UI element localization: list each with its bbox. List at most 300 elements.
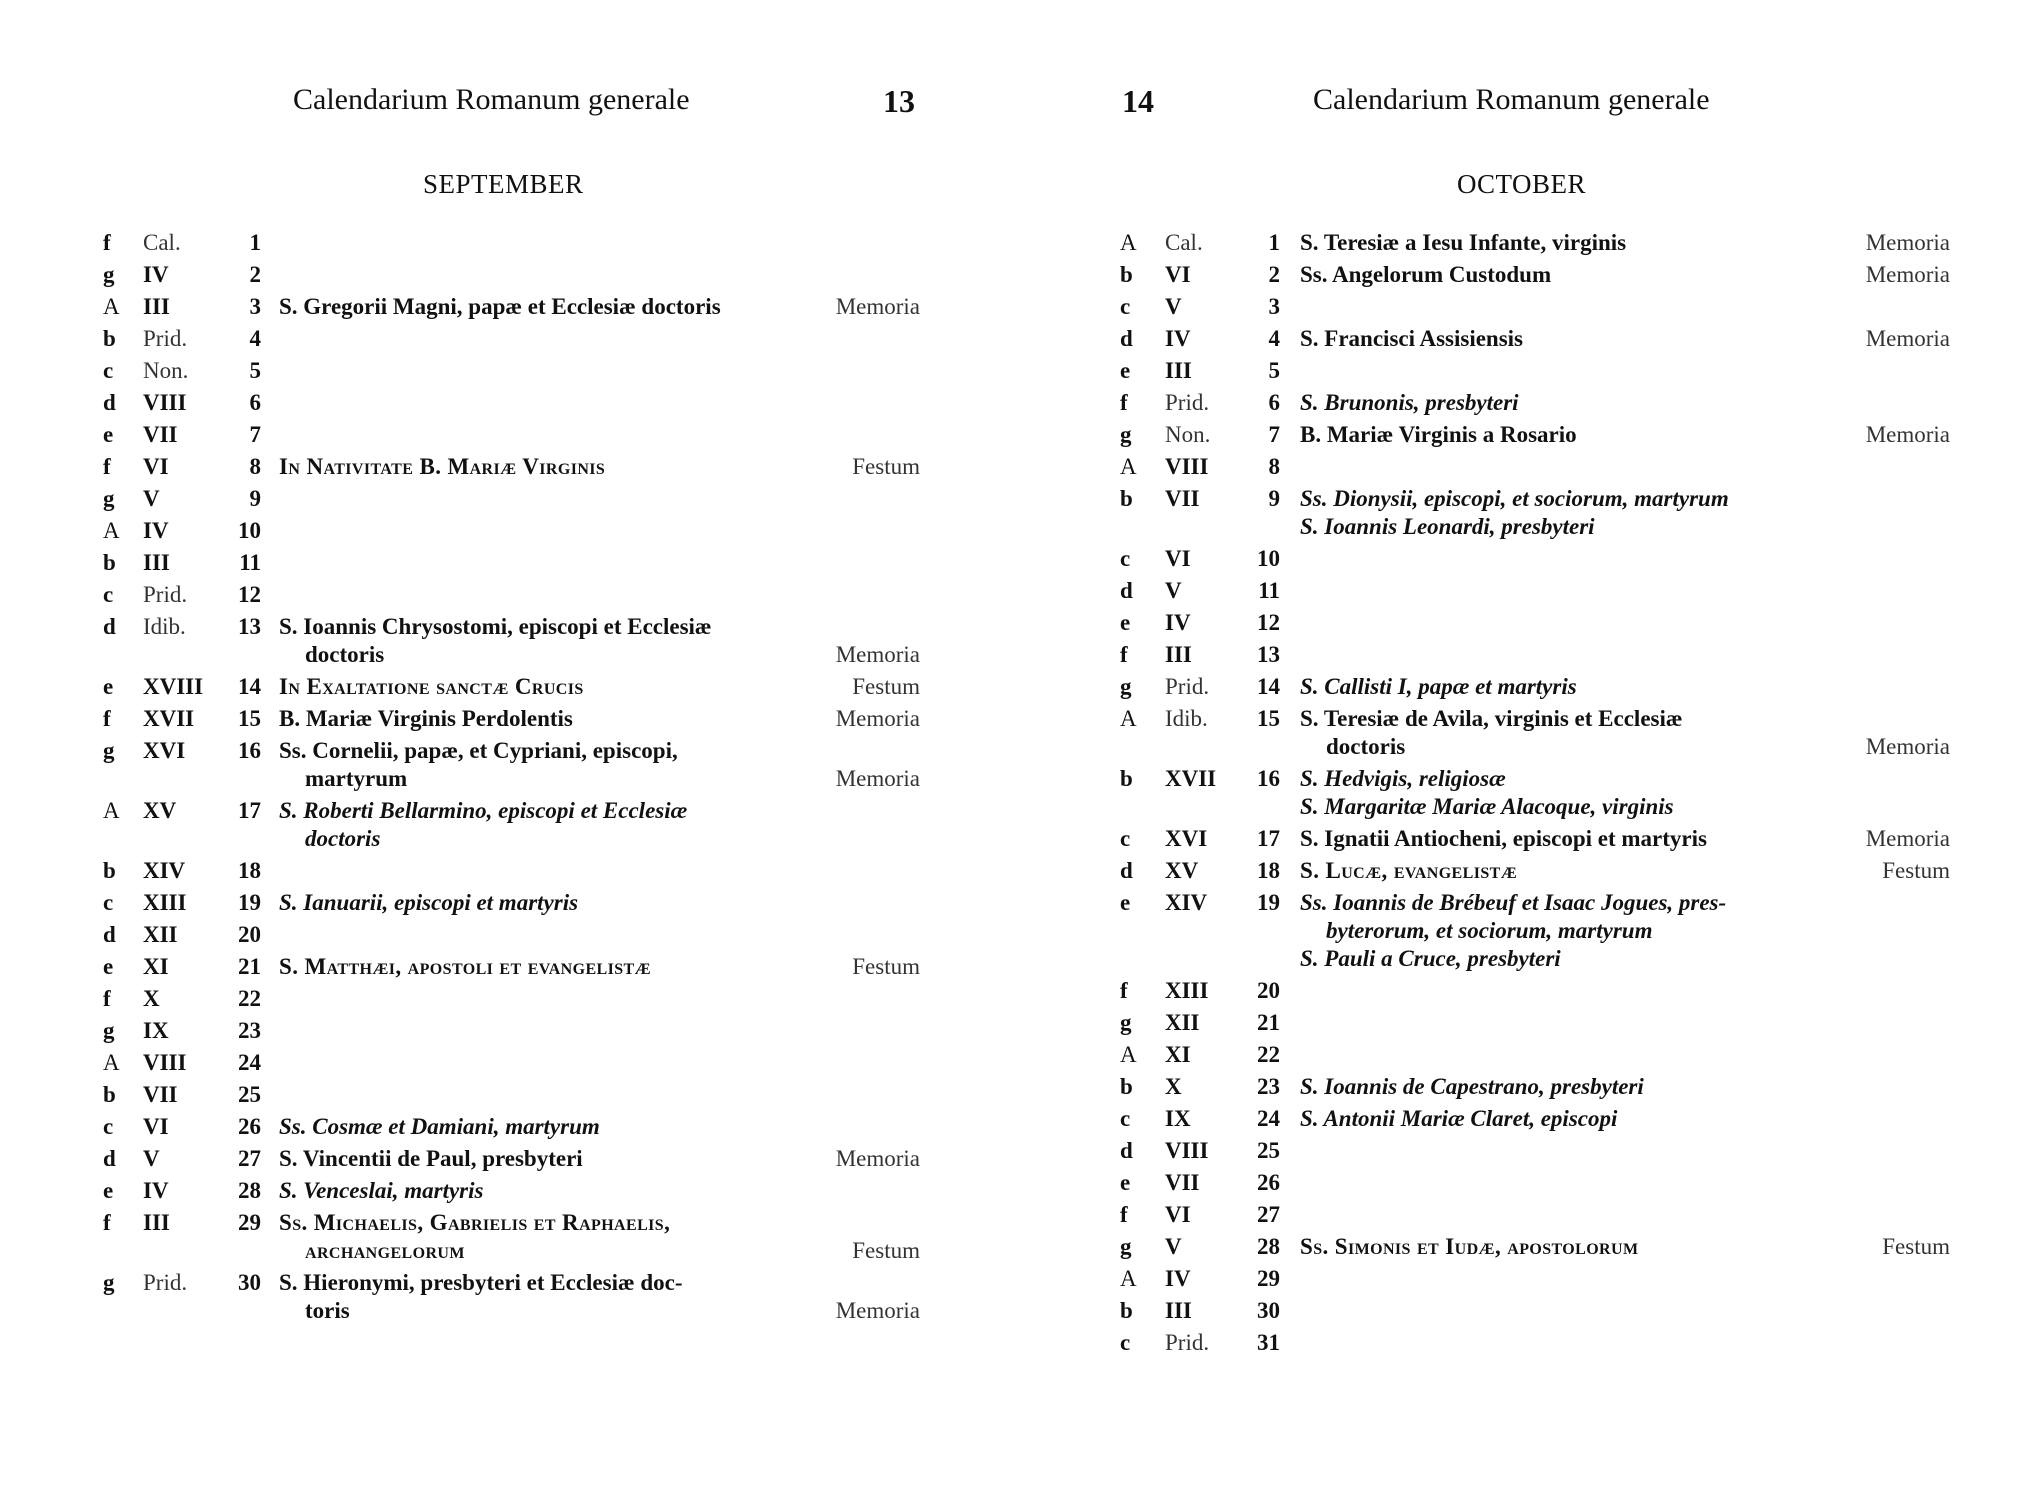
rank-label: Memoria: [835, 642, 920, 667]
rank-label: Memoria: [1865, 262, 1950, 287]
celebration-line: byterorum, et sociorum, martyrum: [1326, 918, 1653, 943]
day-number: 21: [238, 954, 261, 979]
day-number: 29: [238, 1210, 261, 1235]
celebration-line: Ss. Michaelis, Gabrielis et Raphaelis,: [279, 1210, 671, 1235]
calendar-row: [103, 421, 920, 449]
day-number: 30: [1257, 1298, 1280, 1323]
dominical-letter: g: [1120, 1234, 1132, 1259]
calendar-row: [1120, 1105, 1950, 1133]
dominical-letter: d: [103, 390, 116, 415]
dominical-letter: g: [103, 262, 115, 287]
dominical-letter: e: [1120, 1170, 1131, 1195]
celebration: [1300, 673, 1950, 701]
dominical-letter: c: [103, 582, 114, 607]
day-number: 18: [1257, 858, 1280, 883]
calendar-row: [103, 705, 920, 733]
celebration: [1300, 1105, 1950, 1133]
celebration: [279, 953, 920, 981]
celebration: [279, 1145, 920, 1173]
calendar-row: [1120, 545, 1950, 573]
dominical-letter: c: [1120, 1106, 1131, 1131]
celebration: [1300, 1137, 1950, 1165]
roman-date: Prid.: [1165, 390, 1210, 415]
roman-date: VIII: [1165, 1138, 1209, 1163]
dominical-letter: d: [103, 922, 116, 947]
celebration-line: doctoris: [305, 826, 381, 851]
roman-date: VI: [143, 454, 169, 479]
dominical-letter: d: [1120, 326, 1133, 351]
celebration: [1300, 229, 1950, 257]
celebration-line: S. Ianuarii, episcopi et martyris: [279, 890, 579, 915]
calendar-row: [103, 985, 920, 1013]
celebration: [1300, 1329, 1950, 1357]
celebration: [1300, 1233, 1950, 1261]
celebration: [279, 293, 920, 321]
day-number: 26: [1257, 1170, 1280, 1195]
celebration-line: archangelorum: [305, 1238, 465, 1263]
roman-date: IV: [143, 1178, 169, 1203]
celebration-line: S. Hedvigis, religiosæ: [1300, 766, 1506, 791]
celebration: [279, 389, 920, 417]
roman-date: IV: [1165, 1266, 1191, 1291]
roman-date: XV: [143, 798, 177, 823]
celebration: [1300, 545, 1950, 573]
day-number: 21: [1257, 1010, 1280, 1035]
dominical-letter: A: [103, 1050, 120, 1075]
running-title: Calendarium Romanum generale: [1313, 83, 1710, 116]
calendar-row: [1120, 1041, 1950, 1069]
celebration-line: Ss. Cosmæ et Damiani, martyrum: [279, 1114, 600, 1139]
roman-date: XVII: [143, 706, 195, 731]
roman-date: XVI: [143, 738, 186, 763]
calendar-row: [103, 1177, 920, 1205]
dominical-letter: c: [1120, 546, 1131, 571]
roman-date: XII: [1165, 1010, 1200, 1035]
celebration: [279, 453, 920, 481]
calendar-row: [103, 549, 920, 577]
day-number: 20: [238, 922, 261, 947]
dominical-letter: c: [1120, 294, 1131, 319]
roman-date: VIII: [1165, 454, 1209, 479]
calendar-row: [1120, 1169, 1950, 1197]
celebration: [279, 325, 920, 353]
celebration-line: S. Vincentii de Paul, presbyteri: [279, 1146, 583, 1171]
day-number: 28: [1257, 1234, 1280, 1259]
celebration: [279, 857, 920, 885]
roman-date: III: [143, 294, 170, 319]
calendar-row: [1120, 1265, 1950, 1293]
calendar-row: [1120, 765, 1950, 821]
dominical-letter: c: [103, 890, 114, 915]
dominical-letter: g: [103, 486, 115, 511]
celebration: [279, 613, 920, 669]
rank-label: Festum: [852, 1238, 920, 1263]
celebration: [1300, 1073, 1950, 1101]
roman-date: X: [143, 986, 160, 1011]
day-number: 3: [249, 294, 261, 319]
rank-label: Memoria: [835, 1298, 920, 1323]
day-number: 17: [238, 798, 261, 823]
calendar-row: [103, 673, 920, 701]
roman-date: XV: [1165, 858, 1199, 883]
dominical-letter: f: [1120, 1202, 1128, 1227]
calendar-row: [103, 517, 920, 545]
roman-date: III: [143, 550, 170, 575]
celebration: [279, 673, 920, 701]
dominical-letter: b: [103, 550, 116, 575]
roman-date: Prid.: [143, 582, 188, 607]
celebration-line: S. Margaritæ Mariæ Alacoque, virginis: [1300, 794, 1674, 819]
rank-label: Memoria: [835, 706, 920, 731]
celebration: [279, 517, 920, 545]
calendar-row: [1120, 261, 1950, 289]
day-number: 12: [1257, 610, 1280, 635]
day-number: 5: [1268, 358, 1280, 383]
roman-date: IX: [143, 1018, 169, 1043]
dominical-letter: g: [1120, 1010, 1132, 1035]
celebration-line: toris: [305, 1298, 350, 1323]
dominical-letter: f: [103, 1210, 111, 1235]
day-number: 23: [238, 1018, 261, 1043]
day-number: 3: [1268, 294, 1280, 319]
celebration: [1300, 261, 1950, 289]
roman-date: XVIII: [143, 674, 204, 699]
roman-date: XVII: [1165, 766, 1217, 791]
celebration: [279, 1049, 920, 1077]
day-number: 10: [1257, 546, 1280, 571]
day-number: 16: [1257, 766, 1280, 791]
celebration-line: Ss. Dionysii, episcopi, et sociorum, martyrum: [1300, 486, 1729, 511]
day-number: 11: [239, 550, 261, 575]
calendar-row: [1120, 293, 1950, 321]
celebration-line: Ss. Simonis et Iudæ, apostolorum: [1300, 1234, 1639, 1259]
roman-date: IV: [1165, 610, 1191, 635]
calendar-row: [1120, 1137, 1950, 1165]
roman-date: Non.: [1165, 422, 1211, 447]
dominical-letter: e: [103, 1178, 114, 1203]
dominical-letter: b: [103, 858, 116, 883]
celebration: [279, 1177, 920, 1205]
calendar-row: [1120, 609, 1950, 637]
roman-date: XI: [1165, 1042, 1191, 1067]
roman-date: XVI: [1165, 826, 1208, 851]
calendar-row: [1120, 1329, 1950, 1357]
dominical-letter: A: [1120, 230, 1137, 255]
celebration: [279, 421, 920, 449]
day-number: 19: [1257, 890, 1280, 915]
dominical-letter: e: [1120, 358, 1131, 383]
calendar-row: [103, 485, 920, 513]
celebration: [1300, 857, 1950, 885]
roman-date: V: [143, 1146, 160, 1171]
roman-date: V: [1165, 578, 1182, 603]
day-number: 8: [1268, 454, 1280, 479]
roman-date: VI: [1165, 546, 1191, 571]
month-title: SEPTEMBER: [423, 169, 584, 199]
celebration-line: In Exaltatione sanctæ Crucis: [279, 674, 584, 699]
day-number: 22: [1257, 1042, 1280, 1067]
roman-date: VI: [143, 1114, 169, 1139]
dominical-letter: b: [1120, 262, 1133, 287]
celebration: [279, 549, 920, 577]
calendar-row: [1120, 1297, 1950, 1325]
day-number: 31: [1257, 1330, 1280, 1355]
day-number: 14: [238, 674, 261, 699]
celebration: [1300, 889, 1950, 973]
roman-date: V: [1165, 1234, 1182, 1259]
roman-date: Cal.: [1165, 230, 1203, 255]
rank-label: Memoria: [1865, 422, 1950, 447]
day-number: 30: [238, 1270, 261, 1295]
celebration-line: S. Antonii Mariæ Claret, episcopi: [1300, 1106, 1618, 1131]
rank-label: Festum: [852, 674, 920, 699]
roman-date: III: [143, 1210, 170, 1235]
celebration: [1300, 765, 1950, 821]
calendar-row: [1120, 389, 1950, 417]
day-number: 24: [238, 1050, 261, 1075]
dominical-letter: f: [1120, 642, 1128, 667]
celebration: [279, 485, 920, 513]
day-number: 6: [1268, 390, 1280, 415]
celebration-line: martyrum: [305, 766, 408, 791]
calendar-row: [103, 453, 920, 481]
roman-date: XIII: [143, 890, 187, 915]
roman-date: VII: [143, 1082, 178, 1107]
roman-date: III: [1165, 358, 1192, 383]
calendar-row: [1120, 453, 1950, 481]
dominical-letter: c: [103, 1114, 114, 1139]
dominical-letter: A: [1120, 706, 1137, 731]
calendar-row: [103, 581, 920, 609]
calendar-row: [103, 1017, 920, 1045]
calendar-row: [103, 229, 920, 257]
roman-date: V: [143, 486, 160, 511]
dominical-letter: A: [1120, 1266, 1137, 1291]
calendar-row: [1120, 889, 1950, 973]
dominical-letter: d: [103, 1146, 116, 1171]
day-number: 4: [249, 326, 261, 351]
dominical-letter: e: [1120, 610, 1131, 635]
calendar-row: [1120, 825, 1950, 853]
celebration-line: doctoris: [305, 642, 385, 667]
roman-date: Idib.: [143, 614, 186, 639]
day-number: 24: [1257, 1106, 1280, 1131]
calendar-row: [1120, 325, 1950, 353]
calendar-row: [103, 921, 920, 949]
day-number: 9: [1268, 486, 1280, 511]
calendar-row: [103, 1209, 920, 1265]
roman-date: Prid.: [1165, 1330, 1210, 1355]
dominical-letter: e: [103, 674, 114, 699]
rank-label: Memoria: [1865, 326, 1950, 351]
celebration-line: B. Mariæ Virginis Perdolentis: [279, 706, 573, 731]
dominical-letter: c: [103, 358, 114, 383]
month-title: OCTOBER: [1457, 169, 1587, 199]
calendar-row: [103, 261, 920, 289]
day-number: 9: [249, 486, 261, 511]
roman-date: Prid.: [143, 326, 188, 351]
dominical-letter: b: [1120, 486, 1133, 511]
celebration: [1300, 641, 1950, 669]
celebration: [1300, 453, 1950, 481]
celebration: [1300, 977, 1950, 1005]
celebration: [279, 229, 920, 257]
celebration-line: Ss. Angelorum Custodum: [1300, 262, 1552, 287]
celebration-line: S. Venceslai, martyris: [279, 1178, 484, 1203]
calendar-row: [103, 1081, 920, 1109]
celebration: [1300, 1041, 1950, 1069]
dominical-letter: A: [103, 518, 120, 543]
roman-date: VI: [1165, 262, 1191, 287]
dominical-letter: f: [103, 986, 111, 1011]
roman-date: III: [1165, 642, 1192, 667]
rank-label: Memoria: [835, 1146, 920, 1171]
roman-date: X: [1165, 1074, 1182, 1099]
celebration-line: Ss. Ioannis de Brébeuf et Isaac Jogues, pres-: [1300, 890, 1727, 915]
day-number: 4: [1268, 326, 1280, 351]
dominical-letter: b: [103, 1082, 116, 1107]
calendar-row: [1120, 1009, 1950, 1037]
calendar-row: [1120, 641, 1950, 669]
celebration: [1300, 421, 1950, 449]
celebration: [1300, 389, 1950, 417]
calendar-row: [103, 293, 920, 321]
calendar-row: [1120, 357, 1950, 385]
dominical-letter: d: [1120, 858, 1133, 883]
calendar-row: [1120, 229, 1950, 257]
calendar-row: [103, 889, 920, 917]
celebration: [279, 705, 920, 733]
rank-label: Memoria: [1865, 230, 1950, 255]
day-number: 2: [249, 262, 261, 287]
celebration-line: S. Ioannis de Capestrano, presbyteri: [1300, 1074, 1644, 1099]
celebration-line: S. Ignatii Antiocheni, episcopi et martyris: [1300, 826, 1707, 851]
roman-date: VIII: [143, 1050, 187, 1075]
dominical-letter: A: [103, 798, 120, 823]
calendar-row: [1120, 421, 1950, 449]
celebration: [279, 1017, 920, 1045]
roman-date: XIV: [1165, 890, 1208, 915]
celebration: [1300, 1297, 1950, 1325]
celebration: [1300, 825, 1950, 853]
calendar-row: [103, 1269, 920, 1325]
roman-date: VI: [1165, 1202, 1191, 1227]
day-number: 13: [238, 614, 261, 639]
celebration: [279, 1113, 920, 1141]
day-number: 15: [1257, 706, 1280, 731]
celebration: [279, 797, 920, 853]
celebration-line: doctoris: [1326, 734, 1406, 759]
dominical-letter: b: [103, 326, 116, 351]
dominical-letter: c: [1120, 1330, 1131, 1355]
celebration: [1300, 705, 1950, 761]
day-number: 29: [1257, 1266, 1280, 1291]
dominical-letter: d: [1120, 578, 1133, 603]
calendar-row: [1120, 705, 1950, 761]
calendar-row: [103, 1145, 920, 1173]
roman-date: VII: [143, 422, 178, 447]
celebration-line: S. Lucæ, evangelistæ: [1300, 858, 1518, 883]
day-number: 10: [238, 518, 261, 543]
day-number: 1: [249, 230, 261, 255]
celebration: [279, 261, 920, 289]
calendar-row: [1120, 1073, 1950, 1101]
roman-date: III: [1165, 1298, 1192, 1323]
calendar-row: [103, 389, 920, 417]
roman-date: V: [1165, 294, 1182, 319]
celebration: [279, 357, 920, 385]
day-number: 5: [249, 358, 261, 383]
day-number: 12: [238, 582, 261, 607]
dominical-letter: d: [1120, 1138, 1133, 1163]
rank-label: Festum: [852, 954, 920, 979]
celebration-line: Ss. Cornelii, papæ, et Cypriani, episcopi,: [279, 738, 678, 763]
celebration-line: S. Teresiæ de Avila, virginis et Ecclesiæ: [1300, 706, 1683, 731]
day-number: 15: [238, 706, 261, 731]
roman-date: XII: [143, 922, 178, 947]
calendar-row: [1120, 673, 1950, 701]
roman-date: Cal.: [143, 230, 181, 255]
roman-date: VII: [1165, 486, 1200, 511]
dominical-letter: g: [103, 738, 115, 763]
day-number: 19: [238, 890, 261, 915]
day-number: 1: [1268, 230, 1280, 255]
celebration-line: S. Gregorii Magni, papæ et Ecclesiæ doctoris: [279, 294, 721, 319]
celebration: [1300, 1169, 1950, 1197]
celebration-line: S. Ioannis Chrysostomi, episcopi et Ecclesiæ: [279, 614, 712, 639]
rank-label: Festum: [1882, 1234, 1950, 1259]
roman-date: IV: [1165, 326, 1191, 351]
celebration-line: S. Brunonis, presbyteri: [1300, 390, 1519, 415]
calendar-row: [1120, 1201, 1950, 1229]
calendar-row: [103, 325, 920, 353]
dominical-letter: f: [103, 230, 111, 255]
page-right: [1011, 0, 2022, 1500]
day-number: 16: [238, 738, 261, 763]
celebration: [279, 985, 920, 1013]
calendar-row: [1120, 1233, 1950, 1261]
celebration: [1300, 1009, 1950, 1037]
roman-date: VIII: [143, 390, 187, 415]
calendar-row: [103, 857, 920, 885]
dominical-letter: f: [1120, 978, 1128, 1003]
day-number: 6: [249, 390, 261, 415]
dominical-letter: f: [103, 454, 111, 479]
day-number: 18: [238, 858, 261, 883]
dominical-letter: A: [1120, 454, 1137, 479]
calendar-rows: [103, 229, 923, 1329]
dominical-letter: f: [103, 706, 111, 731]
calendar-row: [1120, 857, 1950, 885]
celebration-line: B. Mariæ Virginis a Rosario: [1300, 422, 1577, 447]
celebration: [279, 889, 920, 917]
dominical-letter: c: [1120, 826, 1131, 851]
roman-date: XIII: [1165, 978, 1209, 1003]
roman-date: Prid.: [1165, 674, 1210, 699]
celebration: [279, 581, 920, 609]
calendar-row: [103, 737, 920, 793]
celebration: [1300, 1265, 1950, 1293]
rank-label: Memoria: [835, 294, 920, 319]
roman-date: VII: [1165, 1170, 1200, 1195]
celebration: [1300, 357, 1950, 385]
dominical-letter: d: [103, 614, 116, 639]
celebration: [279, 921, 920, 949]
dominical-letter: g: [103, 1018, 115, 1043]
dominical-letter: e: [1120, 890, 1131, 915]
celebration: [279, 1081, 920, 1109]
dominical-letter: f: [1120, 390, 1128, 415]
